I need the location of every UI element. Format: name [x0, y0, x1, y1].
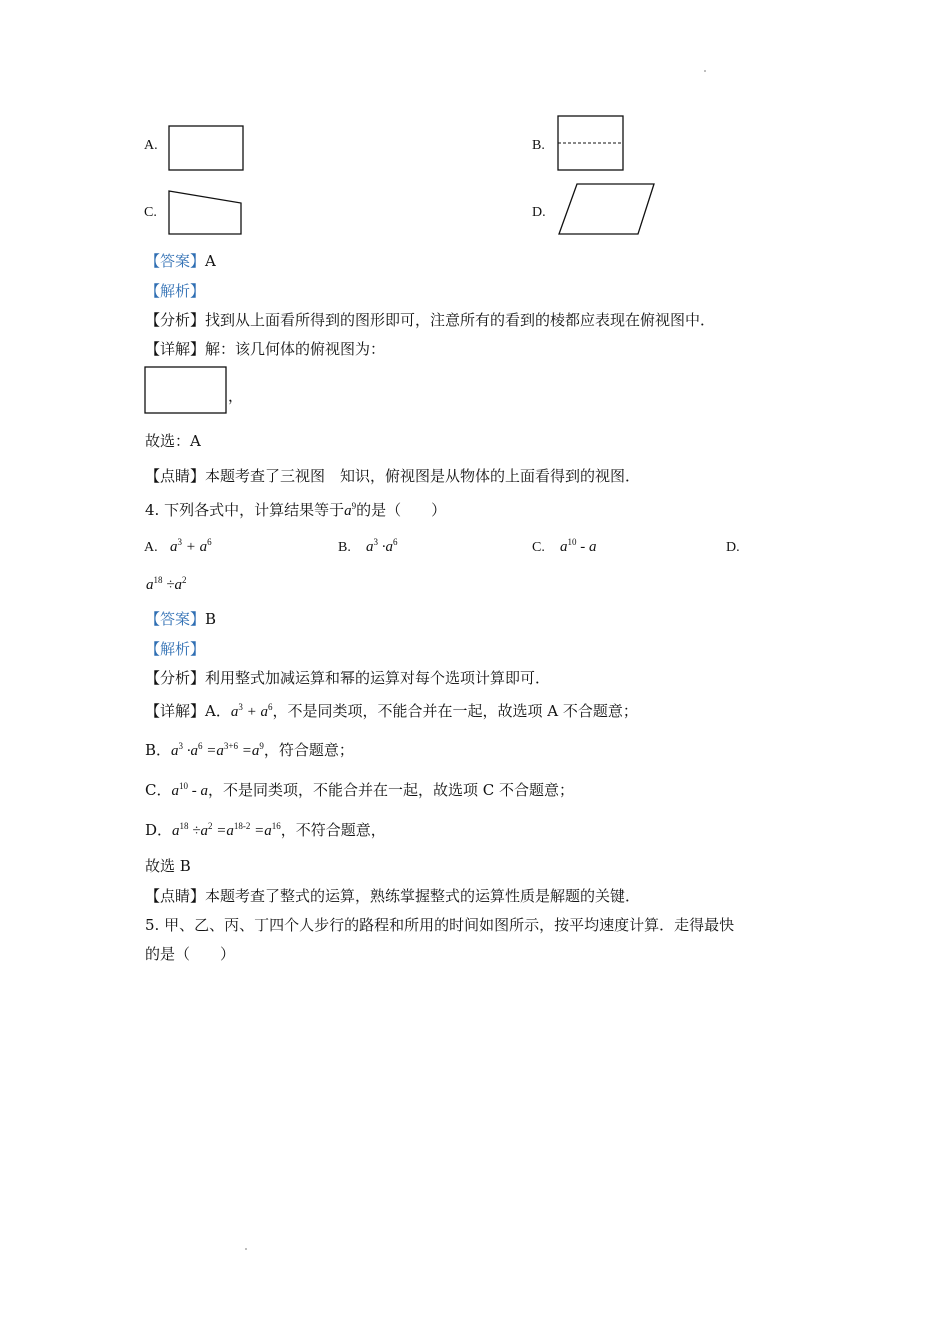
q4-option-a-label: A.	[144, 540, 158, 555]
q3-detail	[145, 338, 385, 359]
detail-tag: 【详解】	[145, 340, 206, 358]
q4-option-d-expression: $a^{18} \div a^2$	[146, 575, 187, 593]
q5-line1: 5. 甲、乙、丙、丁四个人步行的路程和所用的时间如图所示，按平均速度计算．走得最快	[145, 916, 735, 934]
detail-d-prefix: D．	[145, 821, 173, 839]
q5-stem-line2	[145, 943, 235, 964]
q4-dianjing	[145, 885, 640, 906]
choice-text: 故选 B	[145, 857, 191, 875]
option-c-label: C.	[144, 205, 157, 220]
option-d-label: D.	[532, 205, 546, 220]
stem-prefix: 4. 下列各式中，计算结果等于	[145, 501, 345, 519]
q4-stem	[145, 499, 446, 520]
analysis-tag: 【解析】	[145, 282, 206, 300]
answer-value: B	[205, 610, 217, 628]
q4-answer	[145, 608, 216, 629]
fenxi-tag: 【分析】	[145, 311, 206, 329]
detail-tag: 【详解】	[145, 702, 206, 720]
option-a-label: A.	[144, 138, 158, 153]
q5-stem-line1	[145, 914, 734, 935]
top-view-comma: ，	[228, 387, 244, 405]
fenxi-text: 找到从上面看所得到的图形即可，注意所有的看到的棱都应表现在俯视图中．	[205, 311, 716, 329]
q4-fenxi	[145, 667, 550, 688]
detail-text: 解：该几何体的俯视图为：	[205, 340, 386, 358]
detail-c-expression: $a^{10}$ - a	[171, 781, 208, 799]
detail-c-suffix: ，不是同类项，不能合并在一起，故选项 C 不合题意；	[207, 781, 574, 799]
option-b-figure	[557, 115, 625, 172]
choice-text: 故选：A	[145, 432, 201, 450]
dianjing-text: 本题考查了整式的运算，熟练掌握整式的运算性质是解题的关键．	[205, 887, 641, 905]
stem-suffix: 的是（ ）	[356, 501, 447, 519]
q3-answer	[145, 250, 216, 271]
fenxi-tag: 【分析】	[145, 669, 206, 687]
page-mark-bottom	[245, 1248, 247, 1250]
detail-b-prefix: B．	[145, 741, 172, 759]
q3-analysis	[145, 280, 205, 301]
answer-value: A	[205, 252, 216, 270]
answer-tag: 【答案】	[145, 252, 206, 270]
q3-choice	[145, 430, 201, 451]
q4-option-b-expression: $a^3 \cdot a^6$	[366, 537, 398, 555]
q4-option-c-expression: $a^{10}$ - a	[560, 537, 597, 555]
option-b-label: B.	[532, 138, 545, 153]
q3-dianjing	[145, 465, 640, 486]
detail-a-prefix: A．	[205, 702, 231, 720]
page-mark-top	[704, 70, 706, 72]
q4-detail-a	[145, 700, 638, 721]
option-d-figure	[557, 182, 657, 236]
q4-option-b-label: B.	[338, 540, 351, 555]
detail-c-prefix: C．	[145, 781, 172, 799]
detail-b-expression: $a^3 \cdot a^6 =a^{3+6} =a^9$	[171, 741, 264, 759]
q4-detail-c	[145, 779, 574, 800]
top-view-figure	[144, 366, 228, 416]
detail-d-suffix: ，不符合题意，	[280, 821, 386, 839]
detail-b-suffix: ，符合题意；	[263, 741, 354, 759]
q5-line2: 的是（ ）	[145, 945, 236, 963]
stem-expression: $a^9$	[344, 501, 357, 519]
dianjing-tag: 【点睛】	[145, 887, 206, 905]
dianjing-tag: 【点睛】	[145, 467, 206, 485]
fenxi-text: 利用整式加减运算和幂的运算对每个选项计算即可．	[205, 669, 551, 687]
option-a-figure	[168, 125, 246, 173]
q4-analysis	[145, 638, 205, 659]
dianjing-text: 本题考查了三视图 知识，俯视图是从物体的上面看得到的视图．	[205, 467, 641, 485]
q4-detail-d	[145, 819, 386, 840]
q4-choice	[145, 855, 191, 876]
answer-tag: 【答案】	[145, 610, 206, 628]
q4-detail-b	[145, 739, 354, 760]
detail-d-expression: $a^{18} \div a^2 =a^{18-2} =a^{16}$	[172, 821, 281, 839]
analysis-tag: 【解析】	[145, 640, 206, 658]
detail-a-suffix: ，不是同类项，不能合并在一起，故选项 A 不合题意；	[272, 702, 638, 720]
q4-option-a-expression: $a^3 + a^6$	[170, 537, 212, 555]
q4-option-c-label: C.	[532, 540, 545, 555]
detail-a-expression: $a^3 + a^6$	[230, 702, 273, 720]
q4-option-d-label: D.	[726, 540, 740, 555]
option-c-figure	[168, 190, 244, 236]
q3-fenxi	[145, 309, 715, 330]
